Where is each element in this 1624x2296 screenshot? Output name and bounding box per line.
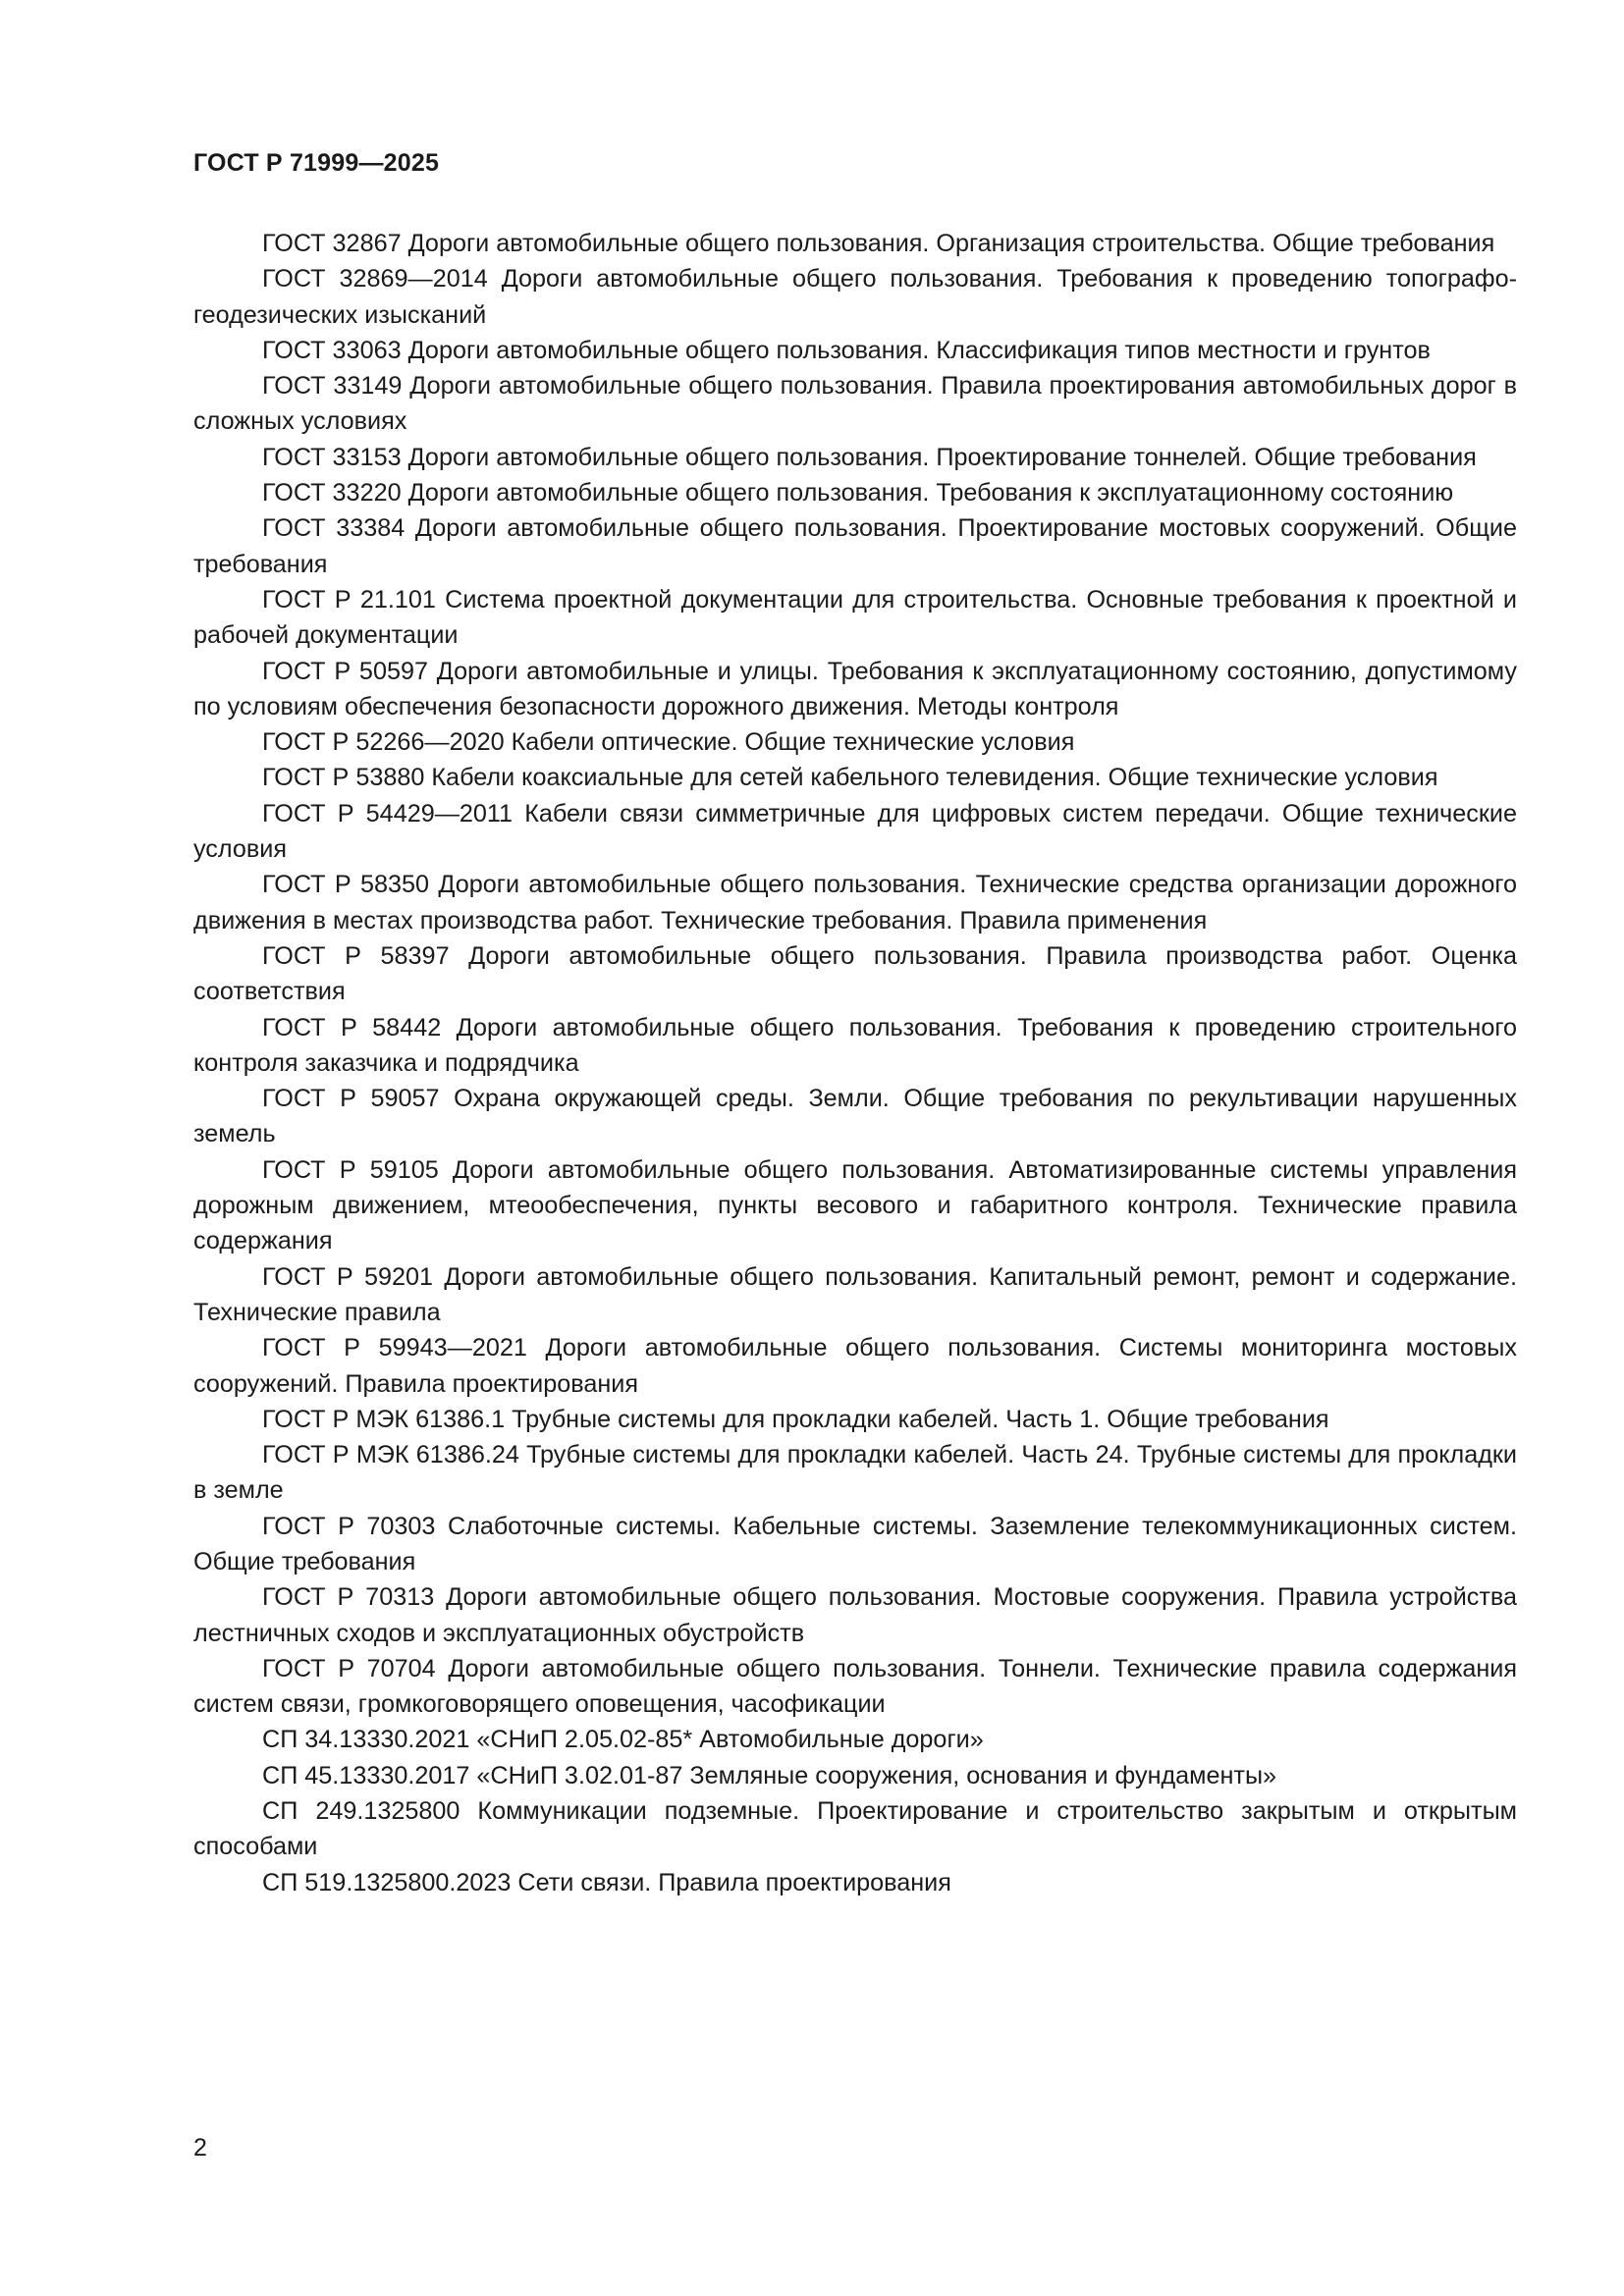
- page-number: 2: [193, 2134, 207, 2162]
- reference-entry: ГОСТ Р 54429—2011 Кабели связи симметричные для цифровых систем передачи. Общие технические условия: [193, 799, 1517, 864]
- reference-entry: ГОСТ 32869—2014 Дороги автомобильные общего пользования. Требования к проведению топографо-геодезических изысканий: [193, 265, 1517, 329]
- reference-entry: СП 45.13330.2017 «СНиП 3.02.01-87 Земляные сооружения, основания и фундаменты»: [262, 1761, 1277, 1789]
- normative-references-list: [193, 226, 1517, 1900]
- reference-entry: ГОСТ 33153 Дороги автомобильные общего пользования. Проектирование тоннелей. Общие требования: [262, 443, 1477, 471]
- reference-entry: ГОСТ 33384 Дороги автомобильные общего пользования. Проектирование мостовых сооружений. Общие требования: [193, 514, 1517, 578]
- reference-entry: СП 249.1325800 Коммуникации подземные. Проектирование и строительство закрытым и открытым способами: [193, 1797, 1517, 1861]
- reference-entry: ГОСТ Р 53880 Кабели коаксиальные для сетей кабельного телевидения. Общие технические условия: [262, 764, 1438, 792]
- reference-entry: ГОСТ Р 58397 Дороги автомобильные общего пользования. Правила производства работ. Оценка соответствия: [193, 941, 1517, 1006]
- reference-entry: ГОСТ Р 58350 Дороги автомобильные общего пользования. Технические средства организации дорожного движения в местах производства работ. Технические требования. Правила применения: [193, 871, 1517, 934]
- reference-entry: ГОСТ Р 59943—2021 Дороги автомобильные общего пользования. Системы мониторинга мостовых сооружений. Правила проектирования: [193, 1334, 1517, 1398]
- reference-entry: ГОСТ Р 59057 Охрана окружающей среды. Земли. Общие требования по рекультивации нарушенных земель: [193, 1085, 1517, 1148]
- reference-entry: ГОСТ Р 59105 Дороги автомобильные общего пользования. Автоматизированные системы управления дорожным движением, мтеообеспечения, пункты весового и габаритного контроля. Технические правила содержания: [193, 1155, 1517, 1255]
- reference-entry: СП 519.1325800.2023 Сети связи. Правила проектирования: [262, 1868, 951, 1896]
- reference-entry: ГОСТ Р МЭК 61386.1 Трубные системы для прокладки кабелей. Часть 1. Общие требования: [262, 1405, 1329, 1433]
- reference-entry: ГОСТ Р 70704 Дороги автомобильные общего пользования. Тоннели. Технические правила содержания систем связи, громкоговорящего оповещения, часофикации: [193, 1654, 1517, 1719]
- reference-entry: ГОСТ Р 52266—2020 Кабели оптические. Общие технические условия: [262, 728, 1075, 757]
- reference-entry: ГОСТ Р 59201 Дороги автомобильные общего пользования. Капитальный ремонт, ремонт и содержание. Технические правила: [193, 1262, 1517, 1326]
- reference-entry: ГОСТ Р 21.101 Система проектной документации для строительства. Основные требования к проектной и рабочей документации: [193, 585, 1517, 650]
- reference-entry: ГОСТ Р 50597 Дороги автомобильные и улицы. Требования к эксплуатационному состоянию, допустимому по условиям обеспечения безопасности дорожного движения. Методы контроля: [193, 657, 1517, 721]
- reference-entry: ГОСТ Р 70313 Дороги автомобильные общего пользования. Мостовые сооружения. Правила устройства лестничных сходов и эксплуатационных обустройств: [193, 1583, 1517, 1647]
- reference-entry: ГОСТ Р 58442 Дороги автомобильные общего пользования. Требования к проведению строительного контроля заказчика и подрядчика: [193, 1013, 1517, 1077]
- reference-entry: ГОСТ Р МЭК 61386.24 Трубные системы для прокладки кабелей. Часть 24. Трубные системы для прокладки в земле: [193, 1441, 1517, 1505]
- reference-entry: ГОСТ 33063 Дороги автомобильные общего пользования. Классификация типов местности и грунтов: [262, 336, 1431, 364]
- reference-entry: ГОСТ Р 70303 Слаботочные системы. Кабельные системы. Заземление телекоммуникационных систем. Общие требования: [193, 1512, 1517, 1575]
- reference-entry: СП 34.13330.2021 «СНиП 2.05.02-85* Автомобильные дороги»: [262, 1726, 984, 1754]
- reference-entry: ГОСТ 33149 Дороги автомобильные общего пользования. Правила проектирования автомобильных дорог в сложных условиях: [193, 372, 1517, 436]
- reference-entry: ГОСТ 32867 Дороги автомобильные общего пользования. Организация строительства. Общие требования: [262, 230, 1495, 257]
- document-header-title: ГОСТ Р 71999—2025: [193, 149, 440, 177]
- reference-entry: ГОСТ 33220 Дороги автомобильные общего пользования. Требования к эксплуатационному состоянию: [262, 479, 1454, 507]
